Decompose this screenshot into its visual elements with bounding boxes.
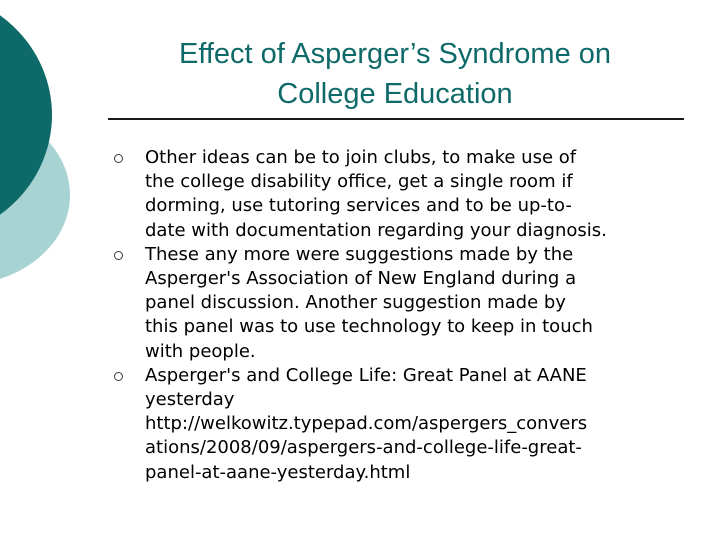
bullet-text-line: the college disability office, get a single room if (145, 171, 573, 193)
bullet-circle-icon (114, 154, 123, 163)
bullet-item (114, 146, 684, 243)
bullet-text-line: Asperger's Association of New England during a (145, 268, 577, 290)
bullet-text-line: this panel was to use technology to keep in touch (145, 316, 593, 338)
bullet-link-line: http://welkowitz.typepad.com/aspergers_convers (145, 413, 588, 435)
bullet-item (114, 243, 684, 364)
title-divider (108, 118, 684, 120)
title-line: College Education (277, 78, 513, 110)
bullet-item (114, 364, 684, 485)
bullet-text-line: panel discussion. Another suggestion made by (145, 292, 566, 314)
bullet-text-line: These any more were suggestions made by the (145, 243, 574, 265)
bullet-circle-icon (114, 251, 123, 260)
bullet-link-line: panel-at-aane-yesterday.html (145, 461, 411, 483)
bullet-text-line: dorming, use tutoring services and to be up-to- (145, 195, 572, 217)
bullet-link-line: ations/2008/09/aspergers-and-college-life-great- (145, 437, 582, 459)
bullet-text-line: yesterday (145, 389, 235, 411)
slide-title (130, 34, 660, 114)
bullet-text-line: Other ideas can be to join clubs, to make use of (145, 147, 577, 168)
bullet-text-line: with people. (145, 340, 256, 362)
title-line: Effect of Asperger’s Syndrome on (178, 38, 612, 70)
bullet-circle-icon (114, 372, 123, 381)
bullet-list (114, 146, 684, 485)
bullet-text-line: date with documentation regarding your diagnosis. (145, 219, 607, 241)
bullet-text-line: Asperger's and College Life: Great Panel at AANE (145, 364, 587, 386)
